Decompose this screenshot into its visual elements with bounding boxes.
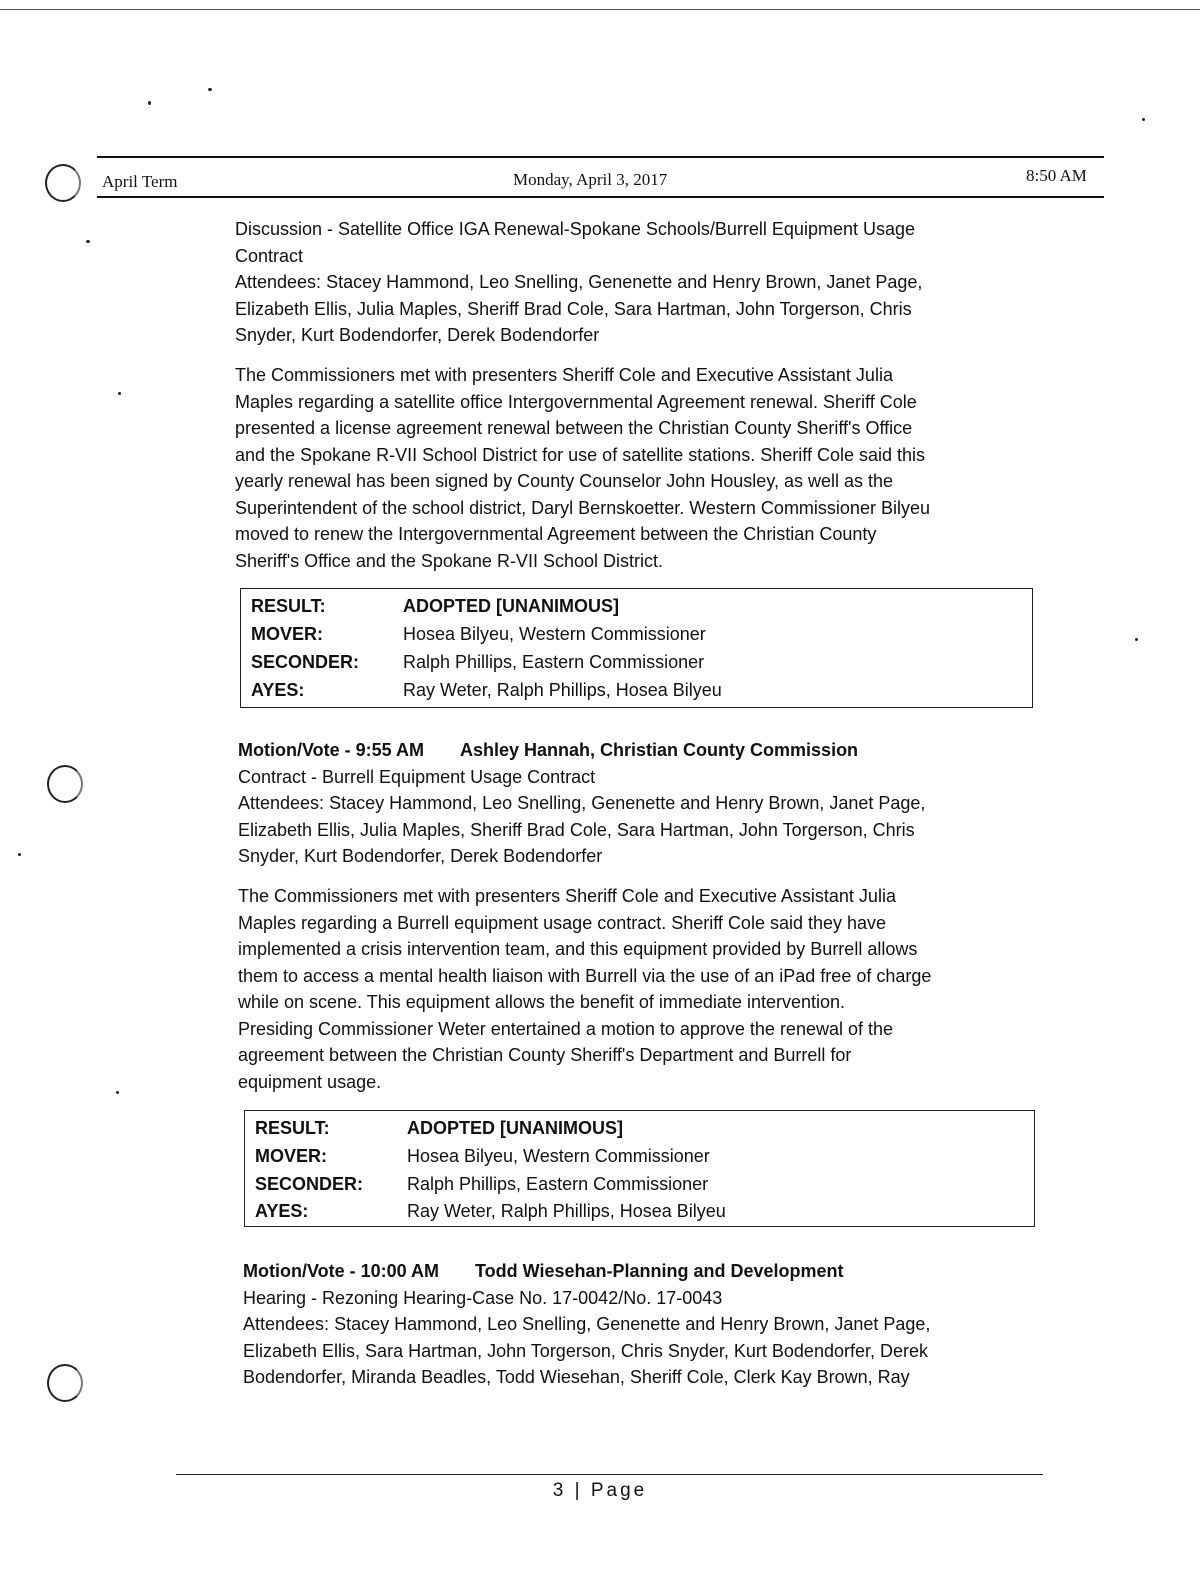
vote-label: RESULT:	[251, 596, 326, 616]
vote-seconder-value: Ralph Phillips, Eastern Commissioner	[403, 652, 705, 672]
section1-heading	[235, 216, 922, 349]
vote-result-box	[240, 588, 1033, 708]
body-line: while on scene. This equipment allows the benefit of immediate intervention.	[238, 992, 846, 1012]
vote-label: AYES:	[251, 680, 305, 700]
section3-line: Hearing - Rezoning Hearing-Case No. 17-0042/No. 17-0043	[243, 1287, 723, 1308]
scan-speck	[1135, 638, 1138, 641]
section1-line: Discussion - Satellite Office IGA Renewal-Spokane Schools/Burrell Equipment Usage	[235, 219, 916, 239]
body-line: equipment usage.	[238, 1071, 382, 1092]
header-rule	[97, 156, 1104, 158]
vote-result-value: ADOPTED [UNANIMOUS]	[407, 1118, 623, 1138]
motion-heading	[238, 737, 925, 764]
vote-label: SECONDER:	[251, 652, 360, 672]
header-rule	[97, 196, 1104, 198]
body-line: moved to renew the Intergovernmental Agreement between the Christian County	[235, 524, 877, 544]
body-line: The Commissioners met with presenters Sheriff Cole and Executive Assistant Julia	[235, 365, 893, 385]
scan-speck	[116, 1091, 119, 1094]
body-line: implemented a crisis intervention team, and this equipment provided by Burrell allows	[238, 939, 918, 959]
section3-line: Attendees: Stacey Hammond, Leo Snelling, Genenette and Henry Brown, Janet Page,	[243, 1314, 931, 1334]
scan-top-edge	[0, 9, 1200, 10]
vote-mover-row	[255, 1142, 710, 1170]
section1-line: Contract	[235, 245, 304, 266]
body-line: them to access a mental health liaison with Burrell via the use of an iPad free of charge	[238, 965, 932, 986]
header-term: April Term	[102, 172, 178, 191]
section2-heading	[238, 737, 925, 870]
section3-heading	[243, 1258, 930, 1391]
vote-ayes-value: Ray Weter, Ralph Phillips, Hosea Bilyeu	[407, 1201, 726, 1221]
vote-result-row	[255, 1114, 623, 1142]
section3-line: Bodendorfer, Miranda Beadles, Todd Wiesehan, Sheriff Cole, Clerk Kay Brown, Ray	[243, 1367, 910, 1387]
vote-result-box	[244, 1110, 1035, 1227]
vote-label: MOVER:	[255, 1146, 327, 1166]
vote-seconder-row	[255, 1170, 708, 1198]
section2-line: Elizabeth Ellis, Julia Maples, Sheriff Brad Cole, Sara Hartman, John Torgerson, Chris	[238, 819, 915, 840]
vote-label: MOVER:	[251, 624, 323, 644]
motion-label: Motion/Vote - 9:55 AM	[238, 740, 424, 760]
scan-speck	[118, 392, 121, 395]
vote-ayes-value: Ray Weter, Ralph Phillips, Hosea Bilyeu	[403, 680, 722, 700]
scan-speck	[1142, 118, 1145, 121]
vote-mover-row	[251, 620, 706, 648]
body-line: yearly renewal has been signed by County Counselor John Housley, as well as the	[235, 471, 894, 491]
body-line: Presiding Commissioner Weter entertained a motion to approve the renewal of the	[238, 1018, 894, 1039]
vote-label: RESULT:	[255, 1118, 330, 1138]
section1-line: Snyder, Kurt Bodendorfer, Derek Bodendorfer	[235, 325, 600, 345]
page-number: 3 | Page	[552, 1480, 648, 1501]
motion-label: Motion/Vote - 10:00 AM	[243, 1261, 440, 1281]
section1-body	[235, 362, 930, 574]
vote-mover-value: Hosea Bilyeu, Western Commissioner	[403, 624, 706, 644]
vote-seconder-value: Ralph Phillips, Eastern Commissioner	[407, 1174, 709, 1194]
scan-speck	[18, 853, 21, 856]
vote-seconder-row	[251, 648, 704, 676]
section2-line: Contract - Burrell Equipment Usage Contract	[238, 766, 596, 787]
vote-ayes-row	[251, 676, 722, 704]
punch-hole-icon	[47, 765, 83, 803]
section1-line: Elizabeth Ellis, Julia Maples, Sheriff Brad Cole, Sara Hartman, John Torgerson, Chris	[235, 298, 912, 319]
footer-rule	[176, 1474, 1043, 1475]
body-line: The Commissioners met with presenters Sheriff Cole and Executive Assistant Julia	[238, 886, 896, 906]
section2-line: Snyder, Kurt Bodendorfer, Derek Bodendorfer	[238, 846, 603, 866]
header-date: Monday, April 3, 2017	[513, 170, 668, 189]
body-line: Sheriff's Office and the Spokane R-VII School District.	[235, 550, 663, 571]
motion-heading	[243, 1258, 930, 1285]
body-line: Superintendent of the school district, Daryl Bernskoetter. Western Commissioner Bilyeu	[235, 497, 930, 518]
body-line: Maples regarding a Burrell equipment usage contract. Sheriff Cole said they have	[238, 912, 887, 933]
scan-speck	[86, 240, 90, 243]
body-line: agreement between the Christian County Sheriff's Department and Burrell for	[238, 1045, 852, 1065]
motion-presenter: Ashley Hannah, Christian County Commission	[460, 740, 859, 760]
punch-hole-icon	[47, 1364, 83, 1402]
section2-body	[238, 883, 931, 1095]
vote-label: AYES:	[255, 1201, 309, 1221]
punch-hole-icon	[45, 164, 81, 202]
header-time: 8:50 AM	[1026, 166, 1087, 185]
section1-line: Attendees: Stacey Hammond, Leo Snelling, Genenette and Henry Brown, Janet Page,	[235, 272, 923, 292]
vote-mover-value: Hosea Bilyeu, Western Commissioner	[407, 1146, 710, 1166]
vote-result-row	[251, 592, 619, 620]
section3-line: Elizabeth Ellis, Sara Hartman, John Torgerson, Chris Snyder, Kurt Bodendorfer, Derek	[243, 1340, 929, 1361]
body-line: presented a license agreement renewal between the Christian County Sheriff's Office	[235, 418, 913, 438]
section2-line: Attendees: Stacey Hammond, Leo Snelling, Genenette and Henry Brown, Janet Page,	[238, 793, 926, 813]
scan-speck	[208, 88, 212, 91]
motion-presenter: Todd Wiesehan-Planning and Development	[475, 1261, 844, 1281]
scan-speck	[148, 101, 151, 105]
vote-result-value: ADOPTED [UNANIMOUS]	[403, 596, 619, 616]
vote-label: SECONDER:	[255, 1174, 364, 1194]
vote-ayes-row	[255, 1197, 726, 1225]
body-line: Maples regarding a satellite office Intergovernmental Agreement renewal. Sheriff Cole	[235, 391, 917, 412]
body-line: and the Spokane R-VII School District for use of satellite stations. Sheriff Cole said this	[235, 444, 926, 465]
